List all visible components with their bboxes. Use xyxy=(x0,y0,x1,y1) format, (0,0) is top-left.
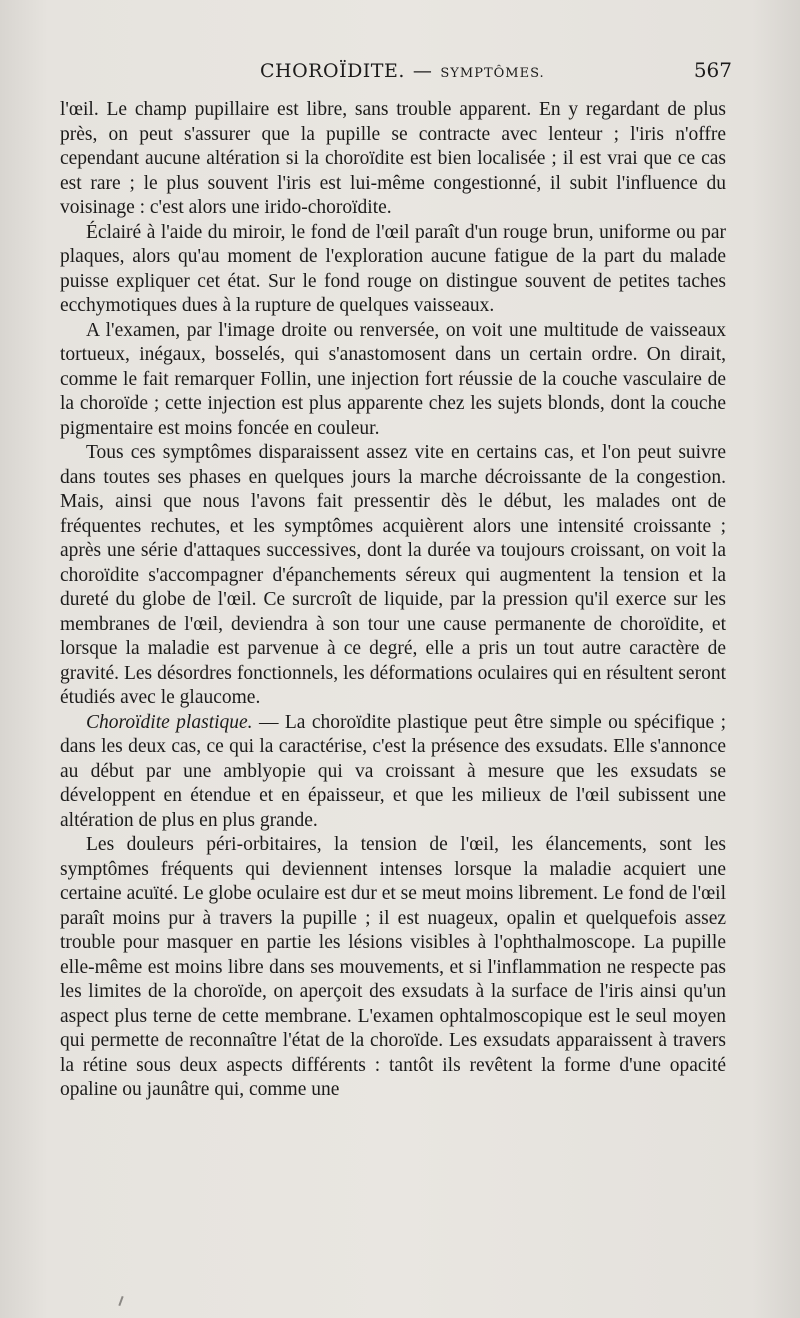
running-head-subtitle: SYMPTÔMES. xyxy=(440,66,545,81)
stray-ink-mark xyxy=(118,1296,123,1306)
paragraph: l'œil. Le champ pupillaire est libre, sans trouble apparent. En y regardant de plus près, on peut s'assurer que la pupille se contracte avec lenteur ; l'iris n'offre cependant aucune altération si la choroïdite est bien localisée ; il est vrai que ce cas est rare ; le plus souvent l'iris est lui-même congestionné, il subit l'influence du voisinage : c'est alors une irido-choroïdite. xyxy=(60,99,726,218)
paragraph: Les douleurs péri-orbitaires, la tension de l'œil, les élancements, sont les symptômes fréquents qui deviennent intenses lorsque la maladie acquiert une certaine acuïté. Le globe oculaire est dur et se meut moins librement. Le fond de l'œil paraît moins pur à travers la pupille ; il est nuageux, opalin et quelquefois assez trouble pour masquer en partie les lésions visibles à l'ophthalmoscope. La pupille elle-même est moins libre dans ses mouvements, et si l'inflammation ne respecte pas les limites de la choroïde, on aperçoit des exsudats à la surface de l'iris ainsi qu'un aspect plus terne de cette membrane. L'examen ophtalmoscopique est le seul moyen qui permette de reconnaître l'état de la choroïde. Les exsudats apparaissent à travers la rétine sous deux aspects différents : tantôt ils revêtent la forme d'une opacité opaline ou jaunâtre qui, comme une xyxy=(60,834,726,1100)
running-head-title: CHOROÏDITE. xyxy=(260,60,405,82)
body-text xyxy=(60,98,726,1103)
running-head-separator: — xyxy=(412,60,433,82)
paragraph: A l'examen, par l'image droite ou renversée, on voit une multitude de vaisseaux tortueux, inégaux, bosselés, qui s'anastomosent dans un certain ordre. On dirait, comme le fait remarquer Follin, une injection fort réussie de la couche vasculaire de la choroïde ; cette injection est plus apparente chez les sujets blonds, dont la couche pigmentaire est moins foncée en couleur. xyxy=(60,319,726,439)
page-header xyxy=(60,56,732,92)
paragraph xyxy=(60,711,726,834)
page-number: 567 xyxy=(693,58,732,82)
running-head xyxy=(260,60,545,82)
paragraph-text: — La choroïdite plastique peut être simple ou spécifique ; dans les deux cas, ce qui la caractérise, c'est la présence des exsudats. Elle s'annonce au début par une amblyopie qui va croissant à mesure que les exsudats se développent en étendue et en épaisseur, et que les milieux de l'œil subissent une altération de plus en plus grande. xyxy=(60,711,726,831)
section-heading: Choroïdite plastique. xyxy=(86,711,253,733)
paragraph: Tous ces symptômes disparaissent assez vite en certains cas, et l'on peut suivre dans toutes ses phases en quelques jours la marche décroissante de la congestion. Mais, ainsi que nous l'avons fait pressentir dès le début, les malades ont de fréquentes rechutes, et les symptômes acquièrent alors une intensité croissante ; après une série d'attaques successives, dont la durée va toujours croissant, on voit la choroïdite s'accompagner d'épanchements séreux qui augmentent la tension et la dureté du globe de l'œil. Ce surcroît de liquide, par la pression qu'il exerce sur les membranes de l'œil, deviendra à son tour une cause permanente de choroïdite, et lorsque la maladie est parvenue à ce degré, elle a pris un tout autre caractère de gravité. Les désordres fonctionnels, les déformations oculaires qui en résultent seront étudiés avec le glaucome. xyxy=(60,442,726,708)
paragraph: Éclairé à l'aide du miroir, le fond de l'œil paraît d'un rouge brun, uniforme ou par plaques, alors qu'au moment de l'exploration aucune fatigue de la part du malade puisse expliquer cet état. Sur le fond rouge on distingue souvent de petites taches ecchymotiques dues à la rupture de quelques vaisseaux. xyxy=(60,221,726,316)
